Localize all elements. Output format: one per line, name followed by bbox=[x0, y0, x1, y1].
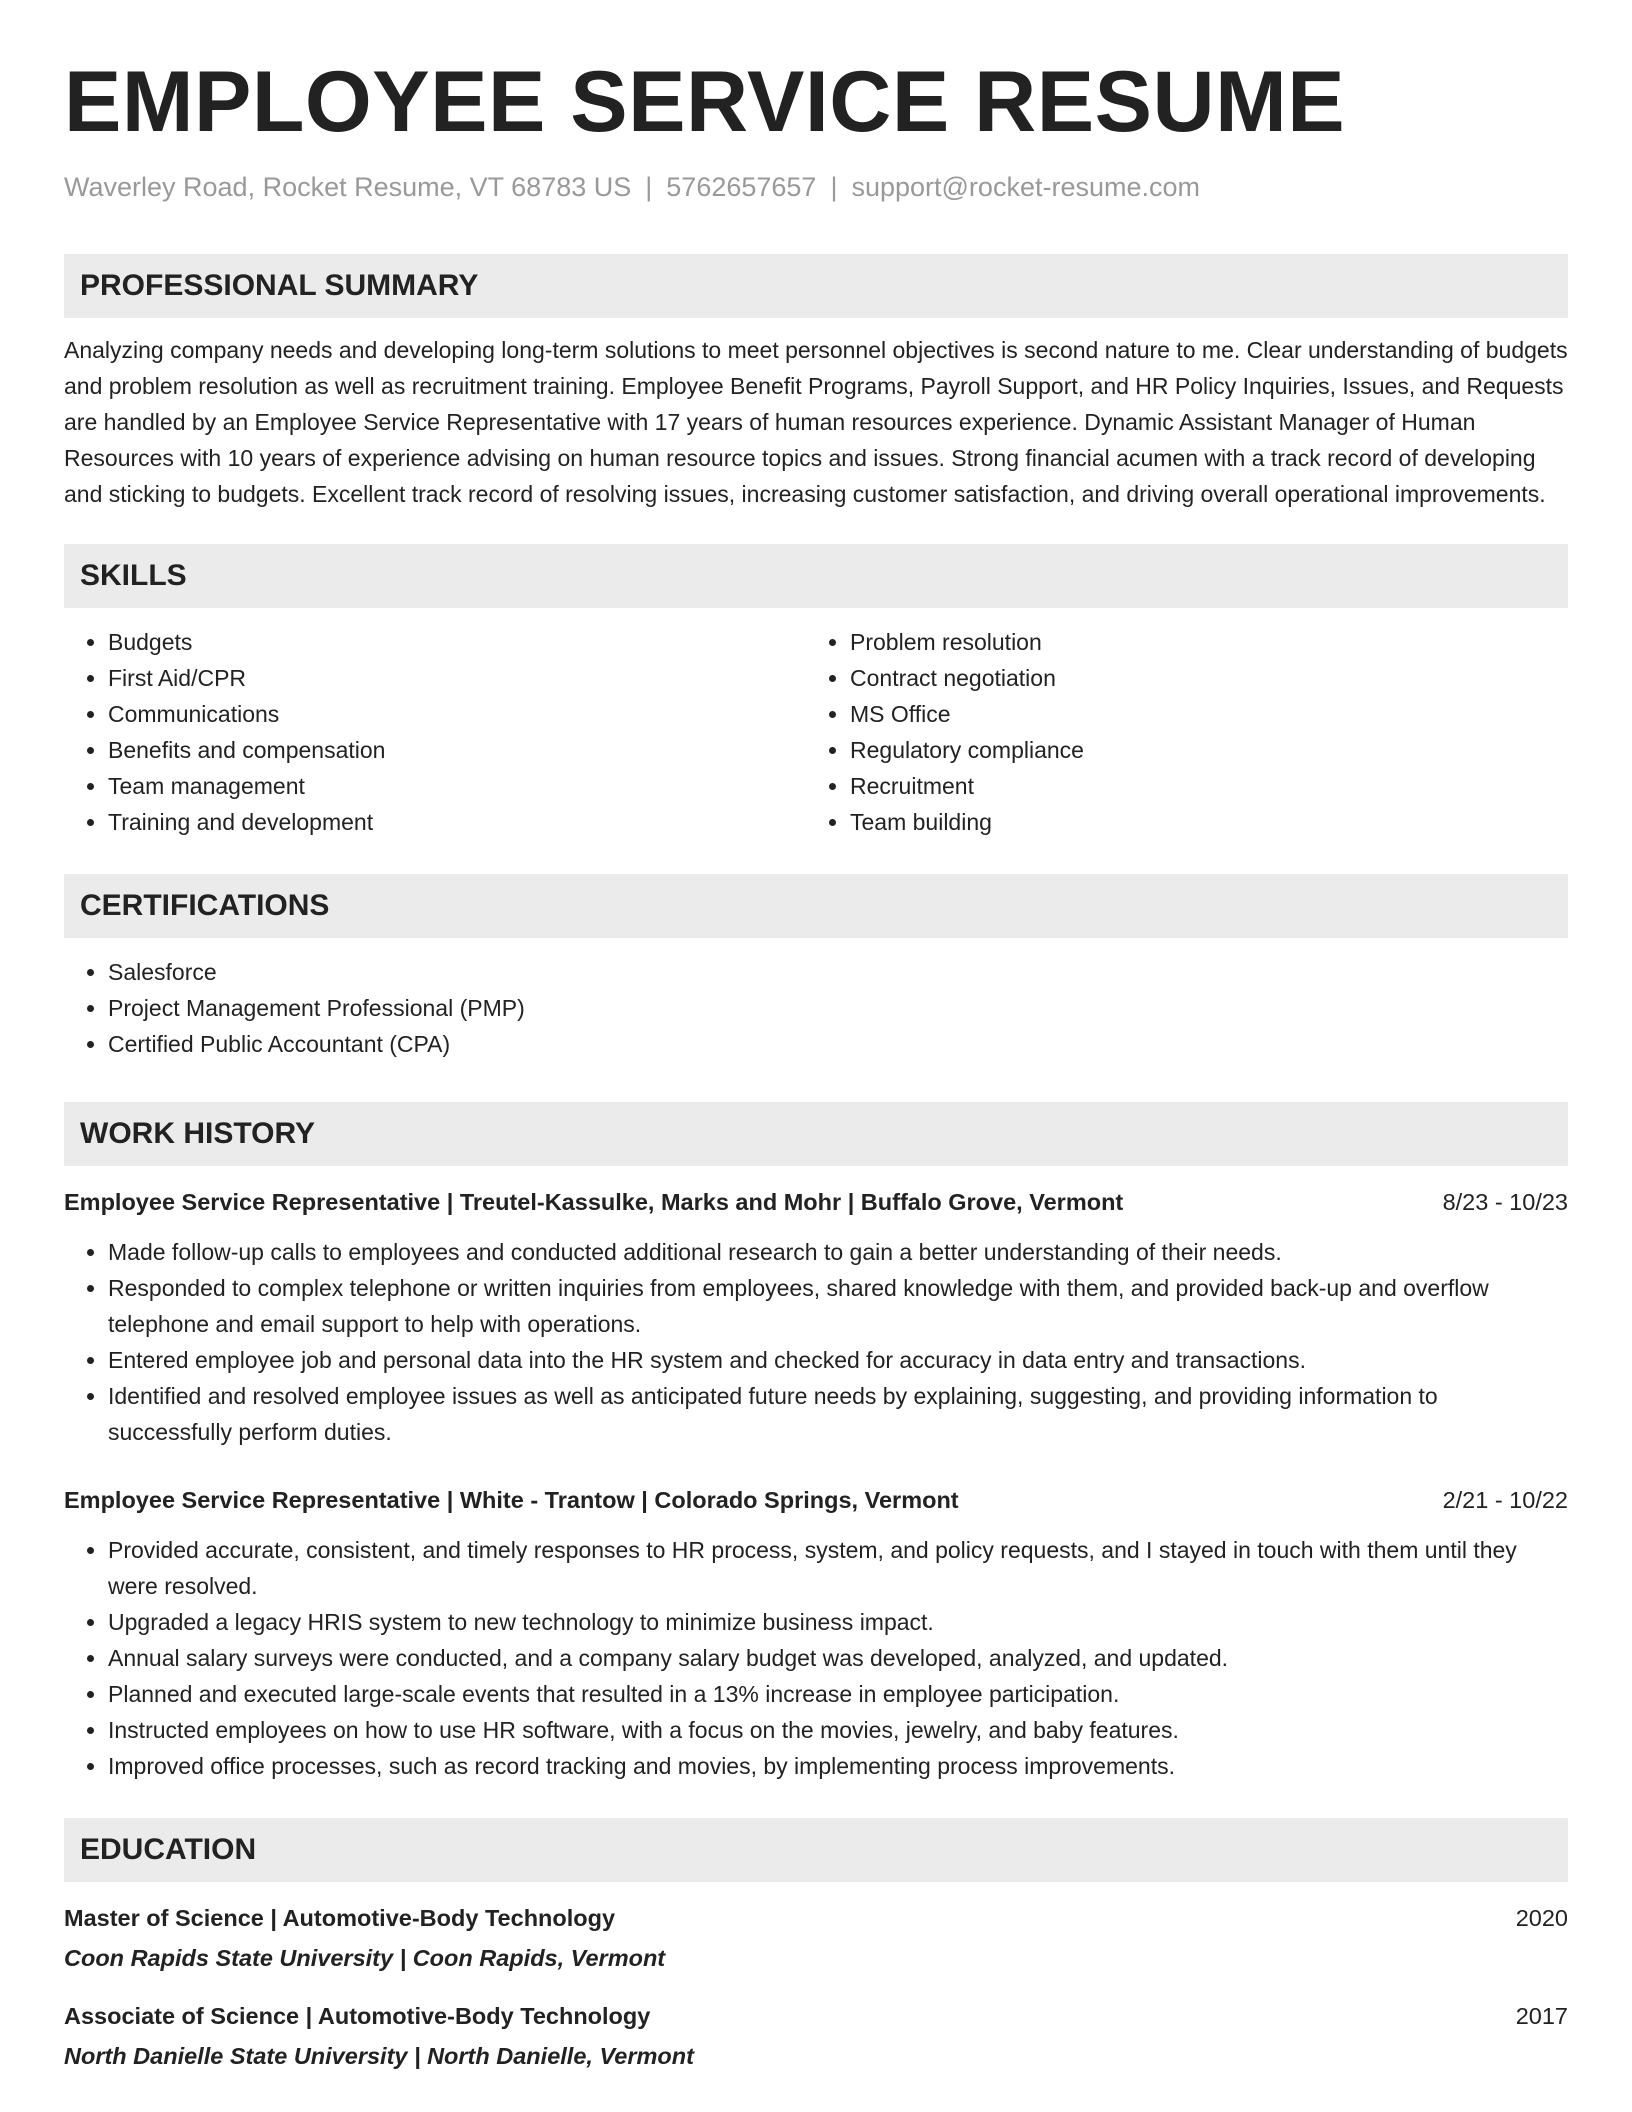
job-duty: • Upgraded a legacy HRIS system to new technology to minimize business impact. bbox=[108, 1604, 1568, 1640]
skill-item: • Problem resolution bbox=[850, 624, 1548, 660]
skills-column-right bbox=[806, 624, 1548, 840]
education-year: 2017 bbox=[1515, 2003, 1568, 2029]
contact-address: Waverley Road, Rocket Resume, VT 68783 US bbox=[64, 172, 632, 202]
summary-text: Analyzing company needs and developing long-term solutions to meet personnel objectives is second nature to me. Clear understanding of budgets and problem resolution as well as recruitment training. Employee Benefit Programs, Payroll Support, and HR Policy Inquiries, Issues, and Requests are handled by an Employee Service Representative with 17 years of human resources experience. Dynamic Assistant Manager of Human Resources with 10 years of experience advising on human resource topics and issues. Strong financial acumen with a track record of developing and sticking to budgets. Excellent track record of resolving issues, increasing customer satisfaction, and driving overall operational improvements. bbox=[64, 337, 1568, 507]
job-title: Employee Service Representative | Treutel-Kassulke, Marks and Mohr | Buffalo Grove, Vermont bbox=[64, 1189, 1124, 1215]
certifications-list bbox=[64, 954, 1568, 1062]
education-header bbox=[64, 1902, 1568, 1934]
job-duty: • Responded to complex telephone or written inquiries from employees, shared knowledge with them, and provided back-up and overflow telephone and email support to help with operations. bbox=[108, 1270, 1568, 1342]
section-heading-skills: SKILLS bbox=[64, 544, 1568, 608]
skills-column-left bbox=[64, 624, 806, 840]
section-heading-certifications: CERTIFICATIONS bbox=[64, 874, 1568, 938]
certification-item: • Certified Public Accountant (CPA) bbox=[108, 1026, 1568, 1062]
education-degree: Master of Science | Automotive-Body Technology bbox=[64, 1905, 616, 1931]
skill-item: • Team building bbox=[850, 804, 1548, 840]
skill-item: • First Aid/CPR bbox=[108, 660, 806, 696]
job-dates: 2/21 - 10/22 bbox=[1442, 1487, 1568, 1513]
education-entry bbox=[64, 1902, 1568, 1974]
contact-line bbox=[64, 170, 1568, 204]
skill-item: • Communications bbox=[108, 696, 806, 732]
resume-page bbox=[64, 0, 1568, 2072]
skill-item: • Regulatory compliance bbox=[850, 732, 1548, 768]
job-header bbox=[64, 1186, 1568, 1218]
contact-separator: | bbox=[645, 172, 653, 202]
job-duty: • Identified and resolved employee issues as well as anticipated future needs by explaining, suggesting, and providing information to successfully perform duties. bbox=[108, 1378, 1568, 1450]
job-title: Employee Service Representative | White - Trantow | Colorado Springs, Vermont bbox=[64, 1487, 959, 1513]
skill-item: • Contract negotiation bbox=[850, 660, 1548, 696]
job-entry bbox=[64, 1186, 1568, 1450]
skills-list bbox=[64, 624, 1568, 840]
job-entry bbox=[64, 1484, 1568, 1784]
certification-item: • Project Management Professional (PMP) bbox=[108, 990, 1568, 1026]
job-duty: • Instructed employees on how to use HR software, with a focus on the movies, jewelry, and baby features. bbox=[108, 1712, 1568, 1748]
contact-separator: | bbox=[830, 172, 838, 202]
section-heading-summary: PROFESSIONAL SUMMARY bbox=[64, 254, 1568, 318]
job-duties bbox=[64, 1234, 1568, 1450]
job-duties bbox=[64, 1532, 1568, 1784]
skill-item: • Team management bbox=[108, 768, 806, 804]
skill-item: • Benefits and compensation bbox=[108, 732, 806, 768]
contact-phone: 5762657657 bbox=[666, 172, 817, 202]
certification-item: • Salesforce bbox=[108, 954, 1568, 990]
skill-item: • Budgets bbox=[108, 624, 806, 660]
job-duty: • Provided accurate, consistent, and timely responses to HR process, system, and policy requests, and I stayed in touch with them until they were resolved. bbox=[108, 1532, 1568, 1604]
resume-title: EMPLOYEE SERVICE RESUME bbox=[64, 54, 1346, 150]
job-dates: 8/23 - 10/23 bbox=[1442, 1189, 1568, 1215]
education-year: 2020 bbox=[1515, 1905, 1568, 1931]
contact-email: support@rocket-resume.com bbox=[851, 172, 1200, 202]
education-degree: Associate of Science | Automotive-Body Technology bbox=[64, 2003, 651, 2029]
section-heading-education: EDUCATION bbox=[64, 1818, 1568, 1882]
job-duty: • Annual salary surveys were conducted, and a company salary budget was developed, analyzed, and updated. bbox=[108, 1640, 1568, 1676]
job-header bbox=[64, 1484, 1568, 1516]
job-duty: • Entered employee job and personal data into the HR system and checked for accuracy in data entry and transactions. bbox=[108, 1342, 1568, 1378]
job-duty: • Made follow-up calls to employees and conducted additional research to gain a better understanding of their needs. bbox=[108, 1234, 1568, 1270]
job-duty: • Planned and executed large-scale events that resulted in a 13% increase in employee participation. bbox=[108, 1676, 1568, 1712]
section-heading-work-history: WORK HISTORY bbox=[64, 1102, 1568, 1166]
skill-item: • Recruitment bbox=[850, 768, 1548, 804]
skill-item: • Training and development bbox=[108, 804, 806, 840]
education-entry bbox=[64, 2000, 1568, 2072]
education-school: North Danielle State University | North Danielle, Vermont bbox=[64, 2043, 694, 2069]
education-header bbox=[64, 2000, 1568, 2032]
skill-item: • MS Office bbox=[850, 696, 1548, 732]
job-duty: • Improved office processes, such as record tracking and movies, by implementing process improvements. bbox=[108, 1748, 1568, 1784]
education-school: Coon Rapids State University | Coon Rapids, Vermont bbox=[64, 1945, 666, 1971]
